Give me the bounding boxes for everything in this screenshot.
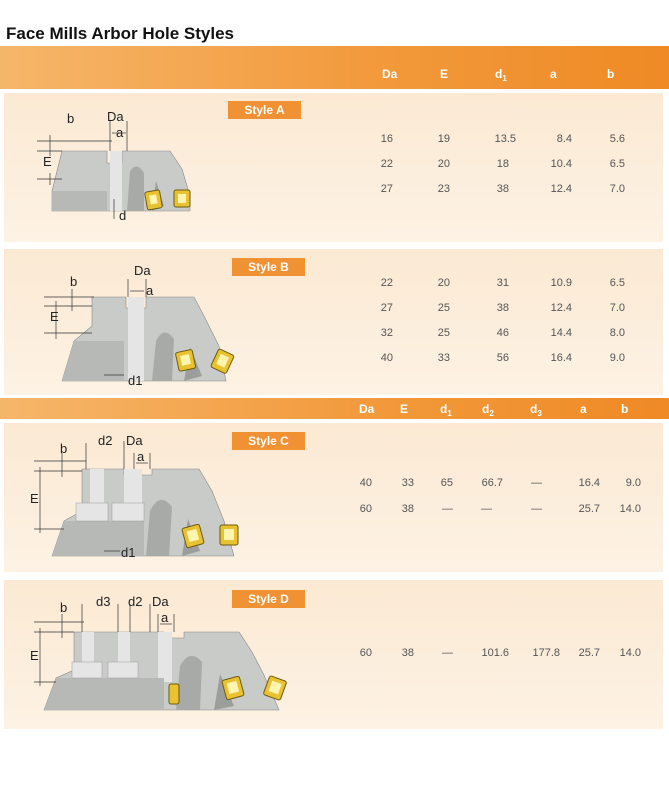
table-cell: 13.5 xyxy=(494,133,516,145)
style-b-drawing xyxy=(34,261,244,396)
table-cell: 60 xyxy=(359,503,372,515)
table-cell: 32 xyxy=(380,327,393,339)
dim-da-label: Da xyxy=(152,594,169,609)
table-cell: 9.0 xyxy=(625,477,641,489)
dim-a-label: a xyxy=(146,283,154,298)
table-cell: 38 xyxy=(496,183,509,195)
style-c-label: Style C xyxy=(232,432,305,450)
dim-b-label: b xyxy=(67,111,75,126)
table-cell: 6.5 xyxy=(609,277,625,289)
col-header-e: E xyxy=(400,402,409,416)
table-cell: 10.4 xyxy=(550,158,572,170)
table-cell: 22 xyxy=(380,277,393,289)
dim-b-label: b xyxy=(70,274,78,289)
col-header-a: a xyxy=(580,402,587,416)
table-header-bar xyxy=(0,46,669,89)
table-cell: 177.8 xyxy=(532,647,560,659)
dim-b-label: b xyxy=(60,441,68,456)
table-cell: 22 xyxy=(380,158,393,170)
table-cell: 40 xyxy=(380,352,393,364)
page-title: Face Mills Arbor Hole Styles xyxy=(6,24,234,43)
style-c-drawing xyxy=(24,431,254,568)
col-header-d2: $d_2$ xyxy=(482,402,494,418)
dim-d3-label: d3 xyxy=(96,594,111,609)
style-b-section xyxy=(4,249,663,395)
table-cell: 25 xyxy=(437,327,450,339)
table-header-bar-2 xyxy=(0,398,669,419)
dim-e-label: E xyxy=(43,154,52,169)
table-cell: 16 xyxy=(380,133,393,145)
style-d-section xyxy=(4,580,663,729)
table-cell: 38 xyxy=(401,647,414,659)
dim-da-label: Da xyxy=(126,433,143,448)
col-header-d1: $d_1$ xyxy=(440,402,452,418)
table-cell: 8.0 xyxy=(609,327,625,339)
col-header-d1: $d_1$ xyxy=(495,67,507,83)
col-header-da: Da xyxy=(382,67,398,81)
table-cell: — xyxy=(442,647,453,659)
table-cell: 101.6 xyxy=(481,647,509,659)
dim-d2-label: d2 xyxy=(98,433,113,448)
style-d-drawing xyxy=(24,590,294,725)
dim-e-label: E xyxy=(30,648,39,663)
dim-a-label: a xyxy=(137,449,145,464)
table-cell: 12.4 xyxy=(550,302,572,314)
table-cell: — xyxy=(481,503,492,515)
col-header-a: a xyxy=(550,67,557,81)
style-b-label: Style B xyxy=(232,258,305,276)
table-cell: 12.4 xyxy=(550,183,572,195)
dim-a-label: a xyxy=(116,125,124,140)
table-cell: 7.0 xyxy=(609,183,625,195)
table-cell: 40 xyxy=(359,477,372,489)
table-cell: 25 xyxy=(437,302,450,314)
dim-a-label: a xyxy=(161,610,169,625)
style-a-drawing xyxy=(32,111,212,231)
dim-e-label: E xyxy=(50,309,59,324)
table-cell: 46 xyxy=(496,327,509,339)
col-header-da: Da xyxy=(359,402,375,416)
table-cell: — xyxy=(531,477,542,489)
col-header-b: b xyxy=(621,402,629,416)
table-cell: 19 xyxy=(437,133,450,145)
table-cell: 6.5 xyxy=(609,158,625,170)
table-cell: 8.4 xyxy=(556,133,572,145)
table-cell: 9.0 xyxy=(609,352,625,364)
table-cell: 25.7 xyxy=(578,647,600,659)
dim-d1-label: d1 xyxy=(128,373,143,388)
col-header-d3: $d_3$ xyxy=(530,402,542,418)
table-cell: 10.9 xyxy=(550,277,572,289)
table-cell: 14.4 xyxy=(550,327,572,339)
table-cell: — xyxy=(531,503,542,515)
dim-e-label: E xyxy=(30,491,39,506)
table-cell: 33 xyxy=(401,477,414,489)
dim-d2-label: d2 xyxy=(128,594,143,609)
style-a-label: Style A xyxy=(228,101,301,119)
table-cell: 65 xyxy=(440,477,453,489)
table-cell: 5.6 xyxy=(609,133,625,145)
dim-da-label: Da xyxy=(134,263,151,278)
dim-d1-label: d1 xyxy=(121,545,136,560)
table-cell: 60 xyxy=(359,647,372,659)
table-cell: 18 xyxy=(496,158,509,170)
dim-b-label: b xyxy=(60,600,68,615)
table-cell: 16.4 xyxy=(550,352,572,364)
table-cell: 27 xyxy=(380,183,393,195)
table-cell: 31 xyxy=(496,277,509,289)
style-c-section xyxy=(4,423,663,572)
table-cell: 23 xyxy=(437,183,450,195)
table-cell: 20 xyxy=(437,158,450,170)
col-header-e: E xyxy=(440,67,449,81)
dim-da-label: Da xyxy=(107,111,124,124)
table-cell: 7.0 xyxy=(609,302,625,314)
style-d-label: Style D xyxy=(232,590,305,608)
col-header-b: b xyxy=(607,67,615,81)
table-cell: — xyxy=(442,503,453,515)
table-cell: 38 xyxy=(496,302,509,314)
table-cell: 25.7 xyxy=(578,503,600,515)
dim-d-label: d xyxy=(119,208,127,223)
table-cell: 38 xyxy=(401,503,414,515)
table-cell: 16.4 xyxy=(578,477,600,489)
table-cell: 14.0 xyxy=(619,503,641,515)
table-cell: 27 xyxy=(380,302,393,314)
table-cell: 14.0 xyxy=(619,647,641,659)
table-cell: 33 xyxy=(437,352,450,364)
table-cell: 56 xyxy=(496,352,509,364)
table-cell: 20 xyxy=(437,277,450,289)
table-cell: 66.7 xyxy=(481,477,503,489)
